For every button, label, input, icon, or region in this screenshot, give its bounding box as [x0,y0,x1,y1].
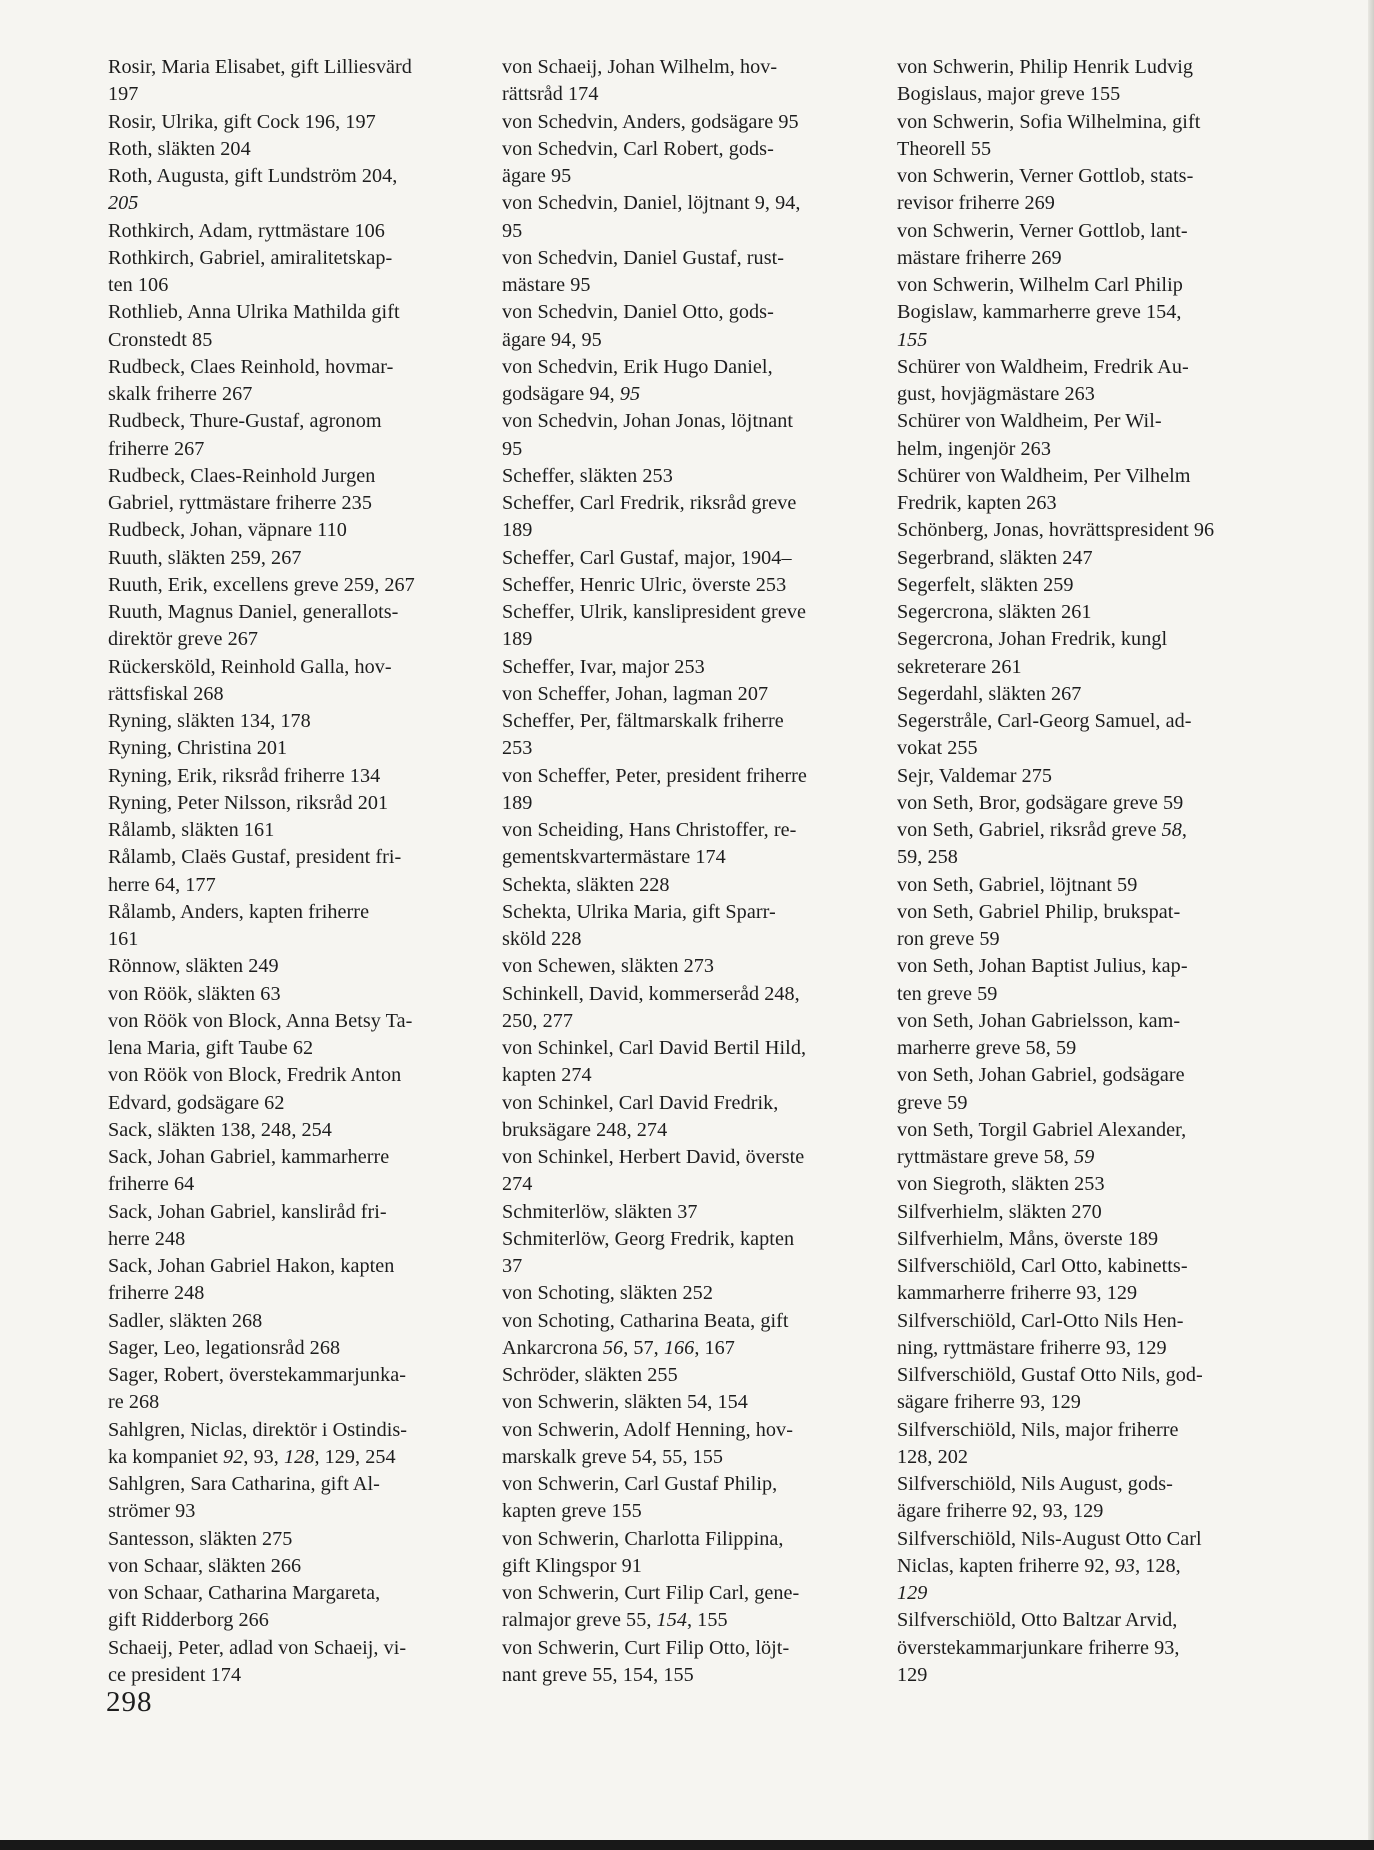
index-entry-line: von Schedvin, Erik Hugo Daniel, [502,355,773,378]
index-entry-line: Silfverschiöld, Nils August, gods- [897,1473,1173,1495]
index-entry-line: rättsfiskal 268 [108,682,224,705]
index-entry-line: von Seth, Johan Baptist Julius, kap- [897,955,1188,978]
index-entry [108,218,480,245]
index-entry [897,681,1269,708]
index-entry [502,1526,880,1581]
index-entry [502,190,880,245]
index-entry-line: godsägare 94, 95 [502,383,641,405]
scan-bottom-edge [0,1840,1374,1850]
index-entry [108,245,480,300]
index-entry [897,354,1269,409]
index-entry-line: Fredrik, kapten 263 [897,492,1057,514]
index-entry [502,1362,880,1389]
index-entry-line: von Schwerin, Charlotta Filippina, [502,1527,784,1550]
index-entry-line: von Röök von Block, Anna Betsy Ta- [108,1009,413,1032]
index-entry [502,681,880,708]
index-entry [108,844,480,899]
index-entry [502,1580,880,1635]
index-entry [897,272,1269,354]
index-entry [108,109,480,136]
index-entry-line: Rückersköld, Reinhold Galla, hov- [108,655,392,678]
index-entry-line: ning, ryttmästare friherre 93, 129 [897,1336,1167,1359]
index-entry [502,899,880,954]
index-entry [108,1253,480,1308]
index-entry-line: von Schaar, släkten 266 [108,1554,302,1577]
index-entry [897,1253,1269,1308]
index-entry-line: Silfverschiöld, Nils, major friherre [897,1418,1179,1441]
index-entry [108,735,480,762]
index-entry [502,354,880,409]
index-entry-line: vokat 255 [897,737,978,760]
index-entry [108,1308,480,1335]
index-entry-line: von Schaar, Catharina Margareta, [108,1582,381,1604]
index-entry-line: von Schinkel, Carl David Bertil Hild, [502,1037,807,1059]
index-entry-line: Bogislaus, major greve 155 [897,83,1121,106]
index-entry-line: Segercrona, släkten 261 [897,601,1092,623]
index-entry [108,654,480,709]
index-entry [502,245,880,300]
index-entry-line: Ruuth, Erik, excellens greve 259, 267 [108,573,415,596]
index-entry-line: Schürer von Waldheim, Per Vilhelm [897,464,1191,487]
index-entry-line: direktör greve 267 [108,628,259,651]
index-entry-line: von Schwerin, Curt Filip Otto, löjt- [502,1636,790,1659]
index-entry-line: herre 64, 177 [108,873,216,896]
index-entry-line: Rothlieb, Anna Ulrika Mathilda gift [108,301,400,324]
index-entry-line: nant greve 55, 154, 155 [502,1663,694,1686]
index-entry [502,463,880,490]
index-entry-line: Silfverhielm, släkten 270 [897,1200,1102,1223]
page-number: 298 [106,1686,153,1718]
index-entry-line: Ryning, släkten 134, 178 [108,710,311,732]
index-entry-line: Scheffer, Per, fältmarskalk friherre [502,710,784,732]
index-entry-line: Rosir, Ulrika, gift Cock 196, 197 [108,110,376,133]
index-entry-line: 161 [108,928,139,950]
index-entry-line: ka kompaniet 92, 93, 128, 129, 254 [108,1445,396,1468]
index-entry-line: Scheffer, släkten 253 [502,464,673,487]
index-entry-line: Sack, Johan Gabriel Hakon, kapten [108,1255,395,1277]
index-entry-line: överstekammarjunkare friherre 93, [897,1636,1180,1659]
index-entry-line: 274 [502,1173,533,1196]
index-entry-line: von Seth, Bror, godsägare greve 59 [897,791,1184,814]
index-entry-line: Scheffer, Carl Gustaf, major, 1904– [502,546,792,569]
index-entry-line: ägare friherre 92, 93, 129 [897,1500,1104,1523]
index-entry [502,54,880,109]
index-entry [502,1035,880,1090]
index-entry [108,599,480,654]
index-entry [897,626,1269,681]
index-entry-line: von Schwerin, Adolf Henning, hov- [502,1418,793,1441]
index-entry-line: Schönberg, Jonas, hovrättspresident 96 [897,519,1215,542]
index-entry-line: Sahlgren, Sara Catharina, gift Al- [108,1473,380,1495]
index-entry-line: Segerstråle, Carl-Georg Samuel, ad- [897,710,1192,732]
index-entry-line: 129 [897,1663,928,1686]
index-entry-line: Scheffer, Ulrik, kanslipresident greve [502,601,806,623]
index-entry-line: von Schwerin, Sofia Wilhelmina, gift [897,110,1201,133]
index-entry-line: Segerfelt, släkten 259 [897,573,1074,596]
index-entry [897,763,1269,790]
index-entry-line: Ruuth, släkten 259, 267 [108,546,302,569]
index-entry [108,1580,480,1635]
index-entry-line: friherre 64 [108,1173,195,1196]
index-entry [897,817,1269,872]
index-entry-line: mästare friherre 269 [897,246,1062,269]
index-entry-line: Roth, Augusta, gift Lundström 204, [108,165,398,187]
index-entry-line: von Seth, Torgil Gabriel Alexander, [897,1118,1187,1141]
index-entry [108,1144,480,1199]
index-entry-line: ralmajor greve 55, 154, 155 [502,1609,728,1632]
index-entry [502,953,880,980]
index-entry [897,872,1269,899]
index-entry-line: revisor friherre 269 [897,192,1055,215]
index-entry-line: von Röök, släkten 63 [108,982,281,1005]
index-entry [897,790,1269,817]
index-entry-line: von Scheffer, Johan, lagman 207 [502,682,769,705]
index-entry [502,136,880,191]
index-entry [897,599,1269,626]
index-entry-line: Cronstedt 85 [108,328,213,351]
index-entry [897,1471,1269,1526]
index-entry [108,1553,480,1580]
index-entry-line: von Schwerin, släkten 54, 154 [502,1391,748,1414]
index-entry [108,899,480,954]
index-entry-line: von Schwerin, Verner Gottlob, lant- [897,219,1188,242]
index-entry [108,1471,480,1526]
index-entry [897,545,1269,572]
index-entry-line: 37 [502,1255,523,1277]
index-entry [897,1362,1269,1417]
index-entry-line: von Scheiding, Hans Christoffer, re- [502,819,797,841]
index-entry-line: Segerbrand, släkten 247 [897,546,1093,569]
index-entry-line: Sadler, släkten 268 [108,1309,263,1332]
index-entry [502,1471,880,1526]
index-entry-line: Rålamb, släkten 161 [108,819,275,841]
index-entry-line: Rudbeck, Thure-Gustaf, agronom [108,410,382,433]
index-entry-line: Rudbeck, Claes-Reinhold Jurgen [108,464,376,487]
index-entry [108,981,480,1008]
index-entry [897,1417,1269,1472]
index-entry [502,1635,880,1690]
index-entry-line: von Schoting, Catharina Beata, gift [502,1309,789,1332]
index-entry [108,790,480,817]
index-entry-line: Schürer von Waldheim, Fredrik Au- [897,355,1189,378]
index-entry [897,1226,1269,1253]
index-entry-line: Ruuth, Magnus Daniel, generallots- [108,601,399,623]
index-entry-line: marskalk greve 54, 55, 155 [502,1445,724,1468]
index-entry-line: ce president 174 [108,1663,242,1686]
index-entry [108,517,480,544]
index-entry [502,109,880,136]
index-entry-line: Silfverschiöld, Carl-Otto Nils Hen- [897,1309,1184,1332]
index-entry-line: Rothkirch, Adam, ryttmästare 106 [108,219,385,242]
index-entry [502,1226,880,1281]
index-entry-line: Rothkirch, Gabriel, amiralitetskap- [108,246,393,269]
index-entry [108,1362,480,1417]
index-entry [502,572,880,599]
index-entry-line: Segercrona, Johan Fredrik, kungl [897,628,1168,651]
index-entry-line: sägare friherre 93, 129 [897,1391,1081,1414]
index-entry-line: Schröder, släkten 255 [502,1364,678,1386]
index-entry-line: kapten greve 155 [502,1500,642,1523]
index-entry-line: mästare 95 [502,274,591,296]
index-entry-line: bruksägare 248, 274 [502,1118,668,1141]
index-entry-line: Scheffer, Ivar, major 253 [502,655,705,678]
index-entry-line: Schmiterlöw, släkten 37 [502,1200,698,1223]
index-entry-line: sköld 228 [502,928,582,950]
index-entry [502,981,880,1036]
index-entry [502,872,880,899]
index-entry-line: 129 [897,1582,928,1604]
index-entry-line: ten 106 [108,274,169,296]
index-entry [502,1389,880,1416]
index-entry-line: 95 [502,437,523,460]
index-entry [897,1607,1269,1689]
index-entry-line: von Schewen, släkten 273 [502,955,715,978]
index-entry-line: von Schoting, släkten 252 [502,1282,713,1305]
index-entry-line: Theorell 55 [897,137,992,160]
index-column-2 [502,54,880,1689]
index-entry-line: Santesson, släkten 275 [108,1527,293,1550]
index-entry-line: Sahlgren, Niclas, direktör i Ostindis- [108,1418,408,1441]
index-entry-line: 189 [502,791,533,814]
index-entry-line: sekreterare 261 [897,655,1022,678]
index-entry-line: von Schedvin, Johan Jonas, löjtnant [502,410,794,433]
index-entry-line: von Röök von Block, Fredrik Anton [108,1064,402,1087]
index-column-3 [897,54,1269,1689]
index-entry [897,517,1269,544]
index-entry-line: Scheffer, Carl Fredrik, riksråd greve [502,492,797,514]
index-entry-line: Ryning, Peter Nilsson, riksråd 201 [108,791,389,814]
index-entry [897,463,1269,518]
index-entry [108,1417,480,1472]
index-entry-line: von Schedvin, Daniel Gustaf, rust- [502,246,785,269]
index-entry [502,299,880,354]
index-entry-line: rättsråd 174 [502,83,599,106]
index-entry [502,490,880,545]
page-edge [1368,0,1374,1850]
index-entry [108,354,480,409]
index-entry-line: 250, 277 [502,1009,574,1032]
index-entry-line: von Schwerin, Wilhelm Carl Philip [897,274,1183,296]
index-entry-line: greve 59 [897,1091,968,1114]
index-entry-line: Schaeij, Peter, adlad von Schaeij, vi- [108,1636,407,1659]
index-entry-line: gementskvartermästare 174 [502,846,726,869]
index-entry-line: von Schinkel, Herbert David, överste [502,1146,805,1168]
index-entry [108,1008,480,1063]
index-entry [897,163,1269,218]
index-entry-line: 128, 202 [897,1445,969,1468]
index-entry-line: ägare 95 [502,165,572,187]
index-entry [108,708,480,735]
index-entry [502,545,880,572]
index-entry [108,763,480,790]
index-entry [502,654,880,681]
index-entry-line: 253 [502,737,533,760]
index-entry-line: Schinkell, David, kommerseråd 248, [502,982,800,1005]
index-entry [897,1199,1269,1226]
index-entry-line: Rålamb, Claës Gustaf, president fri- [108,846,402,869]
index-entry [897,1171,1269,1198]
index-entry [502,1280,880,1307]
index-entry [108,54,480,109]
index-entry-line: Scheffer, Henric Ulric, överste 253 [502,573,787,596]
index-entry [897,899,1269,954]
index-entry [897,408,1269,463]
index-entry [897,1008,1269,1063]
index-entry [897,109,1269,164]
index-entry [897,708,1269,763]
index-column-1 [108,54,480,1689]
index-entry [108,463,480,518]
index-entry-line: Silfverschiöld, Gustaf Otto Nils, god- [897,1364,1203,1386]
index-entry-line: von Schedvin, Carl Robert, gods- [502,137,774,160]
index-entry [897,953,1269,1008]
index-entry [108,136,480,163]
index-entry-line: Bogislaw, kammarherre greve 154, [897,301,1182,324]
index-entry [502,1308,880,1363]
index-entry [108,408,480,463]
index-entry-line: re 268 [108,1391,160,1414]
index-entry-line: Roth, släkten 204 [108,137,251,160]
index-entry-line: Schekta, Ulrika Maria, gift Sparr- [502,900,776,923]
index-entry-line: Rudbeck, Johan, väpnare 110 [108,519,347,542]
index-entry [897,218,1269,273]
index-entry-line: von Seth, Johan Gabriel, godsägare [897,1064,1185,1087]
index-entry [502,708,880,763]
index-entry-line: Silfverschiöld, Nils-August Otto Carl [897,1527,1202,1550]
index-entry-line: 59, 258 [897,846,958,869]
index-entry-line: von Schedvin, Daniel, löjtnant 9, 94, [502,192,801,215]
index-entry-line: Sager, Robert, överstekammarjunka- [108,1364,406,1386]
index-entry-line: herre 248 [108,1227,186,1250]
index-entry-line: kammarherre friherre 93, 129 [897,1282,1138,1305]
index-entry-line: Niclas, kapten friherre 92, 93, 128, [897,1554,1181,1577]
index-entry-line: ten greve 59 [897,982,998,1005]
index-entry-line: von Schaeij, Johan Wilhelm, hov- [502,56,778,78]
index-entry-line: Sack, Johan Gabriel, kammarherre [108,1146,390,1168]
index-entry-line: 197 [108,83,139,106]
index-entry-line: von Schwerin, Verner Gottlob, stats- [897,165,1194,187]
index-entry [502,1090,880,1145]
index-entry [502,763,880,818]
index-entry-line: Ankarcrona 56, 57, 166, 167 [502,1336,735,1359]
index-entry [897,54,1269,109]
index-entry-line: 189 [502,519,533,542]
index-entry [108,1117,480,1144]
index-entry-line: friherre 267 [108,437,205,460]
index-entry-line: kapten 274 [502,1064,592,1087]
index-entry-line: ägare 94, 95 [502,328,602,351]
index-entry-line: Rudbeck, Claes Reinhold, hovmar- [108,355,394,378]
index-entry [502,817,880,872]
index-entry-line: Sack, släkten 138, 248, 254 [108,1118,332,1141]
index-entry-line: Rönnow, släkten 249 [108,955,279,978]
index-entry [108,545,480,572]
index-entry-line: Silfverhielm, Måns, överste 189 [897,1227,1159,1250]
index-entry [108,1199,480,1254]
index-entry [897,572,1269,599]
index-entry [897,1526,1269,1608]
index-entry-line: ron greve 59 [897,928,1000,950]
index-entry-line: Schekta, släkten 228 [502,873,670,896]
index-entry-line: 95 [502,219,523,242]
index-entry-line: Sager, Leo, legationsråd 268 [108,1336,341,1359]
index-entry-line: von Seth, Gabriel Philip, brukspat- [897,900,1181,923]
index-entry [108,817,480,844]
index-entry-line: 155 [897,328,928,351]
index-entry-line: Segerdahl, släkten 267 [897,682,1082,705]
index-entry [502,1199,880,1226]
index-entry-line: von Scheffer, Peter, president friherre [502,764,807,787]
index-entry-line: Sejr, Valdemar 275 [897,764,1053,787]
index-entry-line: 189 [502,628,533,651]
index-entry-line: Schmiterlöw, Georg Fredrik, kapten [502,1227,795,1250]
index-entry [502,1417,880,1472]
index-entry [897,1308,1269,1363]
index-entry-line: von Schwerin, Carl Gustaf Philip, [502,1473,778,1495]
index-entry [108,163,480,218]
index-entry-line: Ryning, Christina 201 [108,737,288,760]
index-entry [108,1526,480,1553]
index-entry-line: Schürer von Waldheim, Per Wil- [897,410,1162,433]
index-entry-line: gift Klingspor 91 [502,1554,642,1577]
index-entry-line: Gabriel, ryttmästare friherre 235 [108,492,372,514]
index-entry [897,1117,1269,1172]
index-entry [108,572,480,599]
index-entry-line: gust, hovjägmästare 263 [897,383,1095,405]
index-entry-line: von Siegroth, släkten 253 [897,1173,1105,1196]
index-entry [897,1062,1269,1117]
index-entry [108,1335,480,1362]
index-entry-line: strömer 93 [108,1500,196,1523]
index-entry-line: 205 [108,192,139,215]
index-entry-line: marherre greve 58, 59 [897,1037,1077,1059]
index-entry [108,299,480,354]
index-entry-line: von Seth, Johan Gabrielsson, kam- [897,1009,1181,1032]
index-entry [502,599,880,654]
index-entry-line: helm, ingenjör 263 [897,437,1051,460]
index-entry [108,1062,480,1117]
index-entry-line: Rosir, Maria Elisabet, gift Lilliesvärd [108,56,412,78]
index-entry-line: von Schedvin, Anders, godsägare 95 [502,110,799,133]
index-entry-line: von Schinkel, Carl David Fredrik, [502,1091,779,1114]
index-entry-line: von Seth, Gabriel, riksråd greve 58, [897,819,1187,841]
index-entry [502,1144,880,1199]
index-entry-line: von Schedvin, Daniel Otto, gods- [502,301,774,324]
index-entry-line: ryttmästare greve 58, 59 [897,1146,1095,1168]
index-entry-line: Sack, Johan Gabriel, kansliråd fri- [108,1200,387,1223]
index-entry-line: Rålamb, Anders, kapten friherre [108,900,370,923]
index-entry-line: von Schwerin, Curt Filip Carl, gene- [502,1582,800,1604]
index-entry [108,953,480,980]
index-entry-line: lena Maria, gift Taube 62 [108,1037,314,1059]
index-entry-line: Silfverschiöld, Otto Baltzar Arvid, [897,1609,1178,1632]
index-entry-line: Ryning, Erik, riksråd friherre 134 [108,764,381,787]
index-entry-line: Silfverschiöld, Carl Otto, kabinetts- [897,1255,1188,1277]
index-entry-line: friherre 248 [108,1282,205,1305]
index-entry-line: von Seth, Gabriel, löjtnant 59 [897,873,1138,896]
index-entry-line: gift Ridderborg 266 [108,1609,269,1632]
index-entry [502,408,880,463]
index-entry-line: von Schwerin, Philip Henrik Ludvig [897,56,1194,78]
index-entry-line: Edvard, godsägare 62 [108,1091,285,1114]
index-entry-line: skalk friherre 267 [108,383,253,405]
index-entry [108,1635,480,1690]
